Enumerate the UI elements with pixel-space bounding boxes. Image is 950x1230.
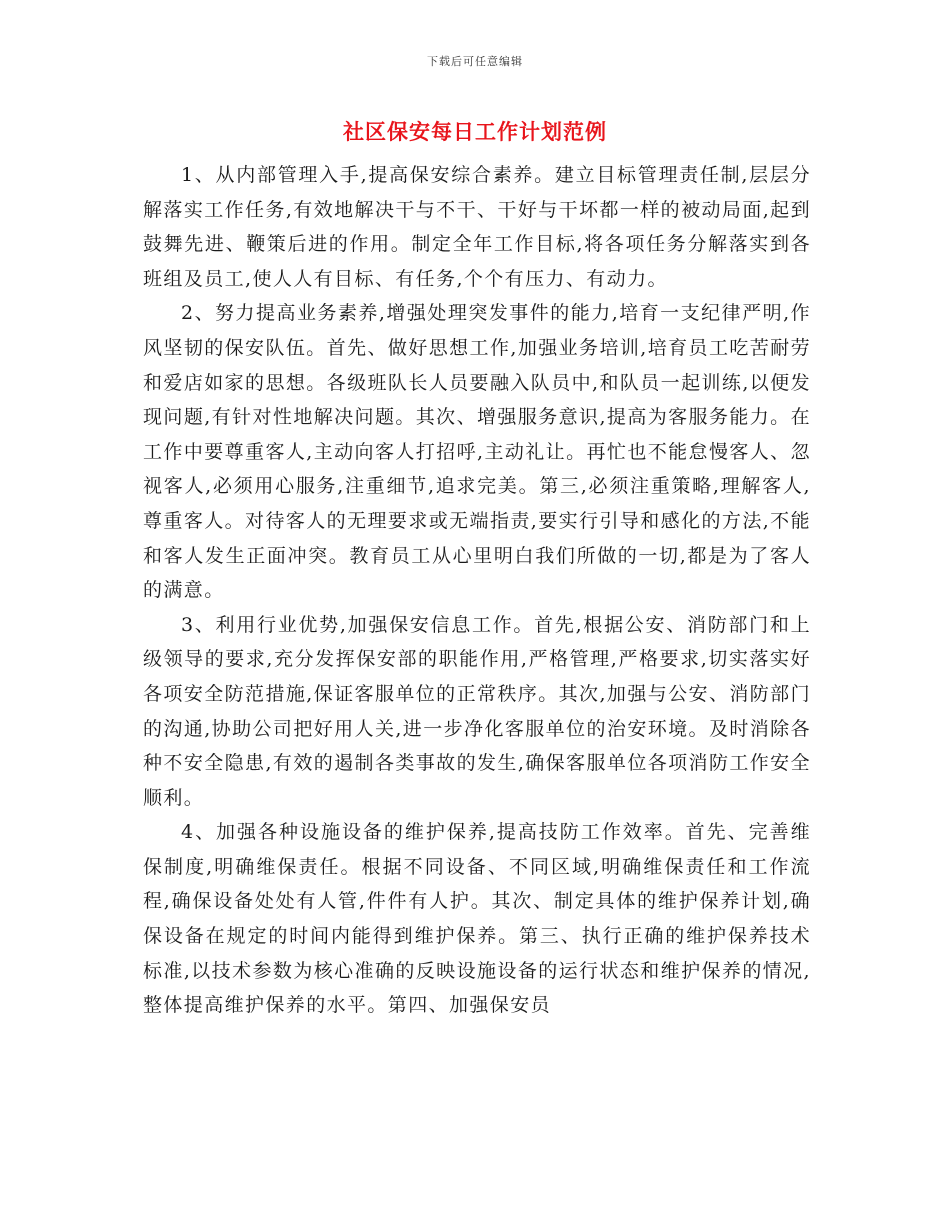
paragraph-4: 4、加强各种设施设备的维护保养,提高技防工作效率。首先、完善维保制度,明确维保责任。根据不同设备、不同区域,明确维保责任和工作流程,确保设备处处有人管,件件有人护。其次、制定具体的维护保养计划,确保设备在规定的时间内能得到维护保养。第三、执行正确的维护保养技术标准,以技术参数为核心准确的反映设施设备的运行状态和维护保养的情况,整体提高维护保养的水平。第四、加强保安员 [143, 821, 811, 1017]
document-title: 社区保安每日工作计划范例 [343, 119, 607, 144]
paragraph-1: 1、从内部管理入手,提高保安综合素养。建立目标管理责任制,层层分解落实工作任务,有效地解决干与不干、干好与干坏都一样的被动局面,起到鼓舞先进、鞭策后进的作用。制定全年工作目标,将各项任务分解落实到各班组及员工,使人人有目标、有任务,个个有压力、有动力。 [143, 164, 811, 290]
paragraph-3: 3、利用行业优势,加强保安信息工作。首先,根据公安、消防部门和上级领导的要求,充分发挥保安部的职能作用,严格管理,严格要求,切实落实好各项安全防范措施,保证客服单位的正常秩序。其次,加强与公安、消防部门的沟通,协助公司把好用人关,进一步净化客服单位的治安环境。及时消除各种不安全隐患,有效的遏制各类事故的发生,确保客服单位各项消防工作安全顺利。 [143, 613, 811, 809]
paragraph-2: 2、努力提高业务素养,增强处理突发事件的能力,培育一支纪律严明,作风坚韧的保安队伍。首先、做好思想工作,加强业务培训,培育员工吃苦耐劳和爱店如家的思想。各级班队长人员要融入队员中,和队员一起训练,以便发现问题,有针对性地解决问题。其次、增强服务意识,提高为客服务能力。在工作中要尊重客人,主动向客人打招呼,主动礼让。再忙也不能怠慢客人、忽视客人,必须用心服务,注重细节,追求完美。第三,必须注重策略,理解客人,尊重客人。对待客人的无理要求或无端指责,要实行引导和感化的方法,不能和客人发生正面冲突。教育员工从心里明白我们所做的一切,都是为了客人的满意。 [143, 302, 811, 602]
header-note: 下载后可任意编辑 [427, 55, 523, 68]
document-body [143, 158, 811, 1023]
